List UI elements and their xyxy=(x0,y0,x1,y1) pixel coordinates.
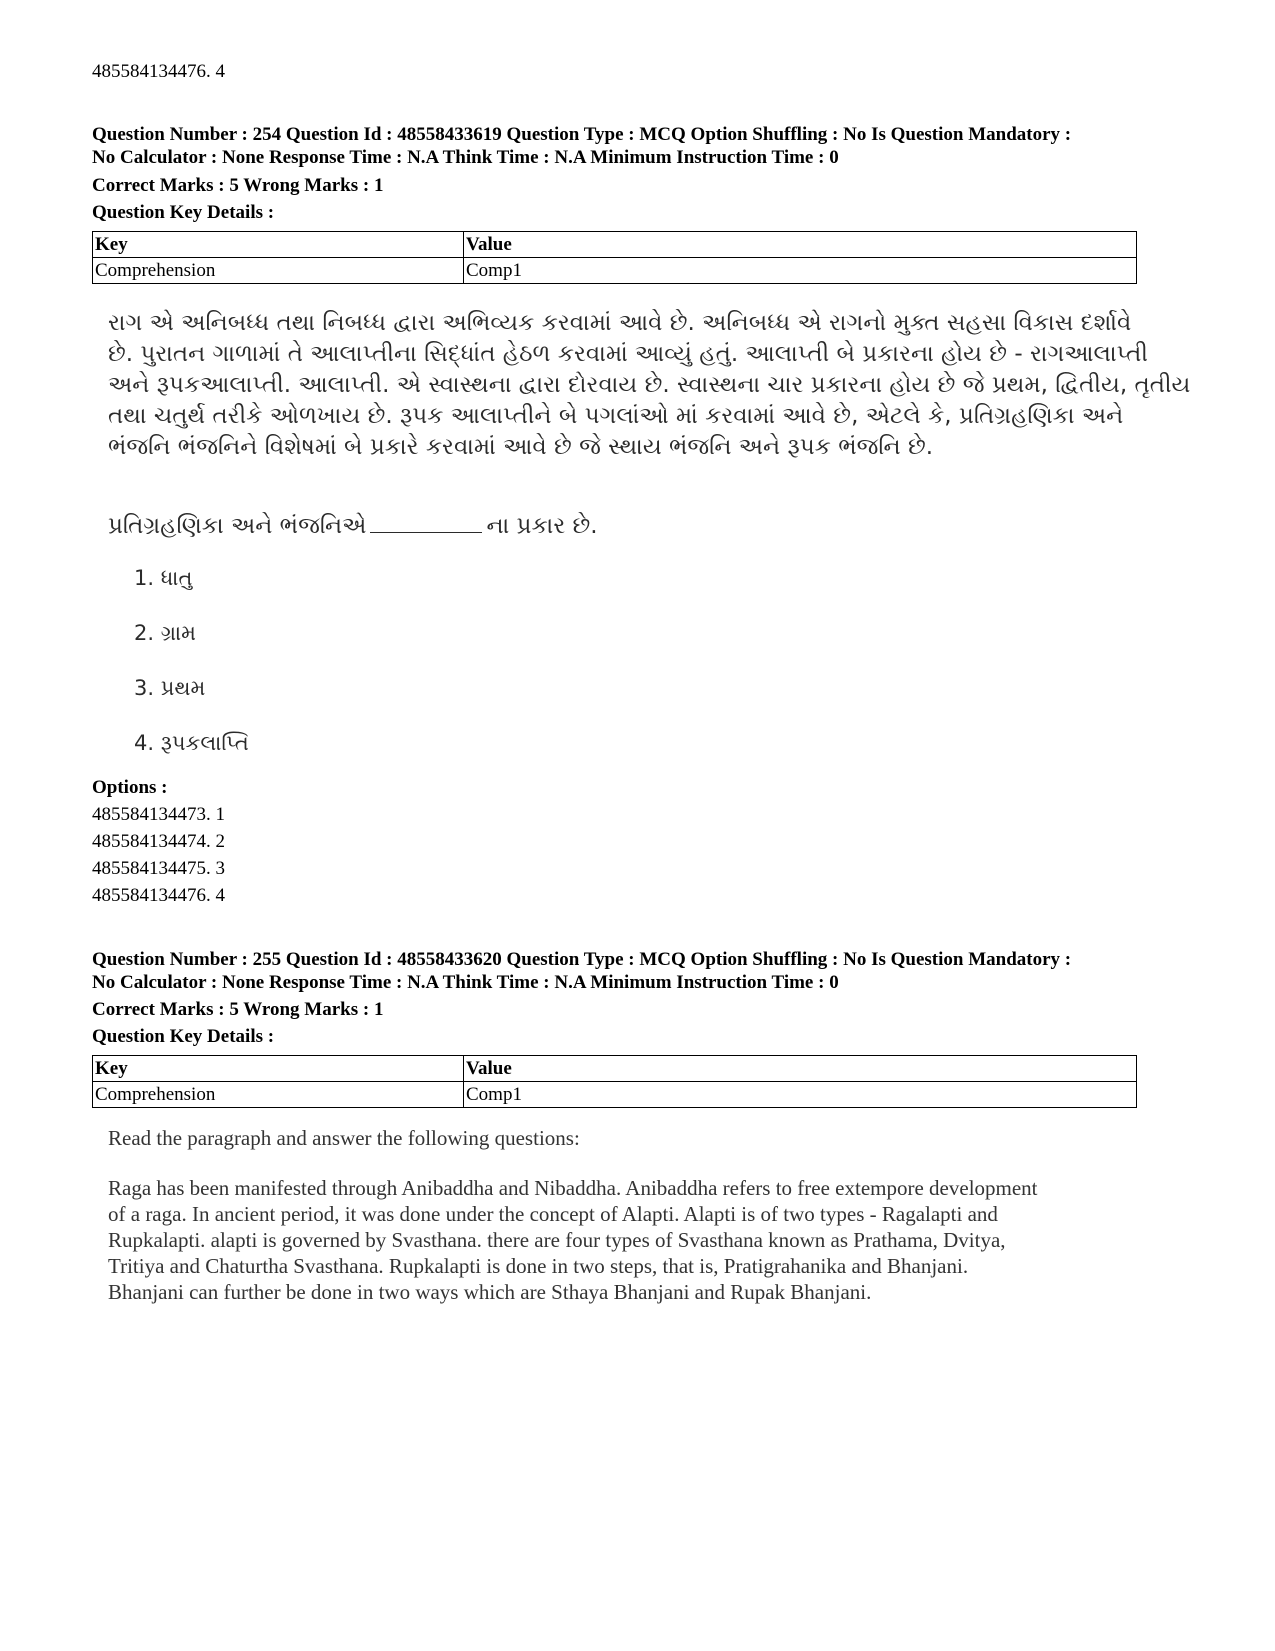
question-key-table xyxy=(92,231,1137,284)
passage-line: તથા ચતુર્થ તરીકે ઓળખાય છે. રૂપક આલાપ્તીને બે પગલાંઓ માં કરવામાં આવે છે, એટલે કે, પ્રતિગ્રહણિકા અને xyxy=(108,403,1124,429)
passage-line: છે. પુરાતન ગાળામાં તે આલાપ્તીના સિદ્ધાંત હેઠળ કરવામાં આવ્યું હતું. આલાપ્તી બે પ્રકારના હોય છે - રાગઆલાપ્તી xyxy=(108,341,1149,367)
key-cell: Comprehension xyxy=(93,258,464,284)
question-header-line1: Question Number : 255 Question Id : 48558433620 Question Type : MCQ Option Shuffling : No Is Question Mandatory : xyxy=(92,949,1072,970)
choice-item: 4. રૂપકલાપ્તિ xyxy=(134,731,249,755)
passage-line: Rupkalapti. alapti is governed by Svasthana. there are four types of Svasthana known as Prathama, Dvitya, xyxy=(108,1228,1006,1252)
passage-line: of a raga. In ancient period, it was done under the concept of Alapti. Alapti is of two types - Ragalapti and xyxy=(108,1202,998,1226)
question-stem-before: પ્રતિગ્રહણિકા અને ભંજનિએ xyxy=(108,513,367,539)
question-key-details-label: Question Key Details : xyxy=(92,1026,275,1047)
comprehension-instruction: Read the paragraph and answer the following questions: xyxy=(108,1126,580,1150)
value-cell: Comp1 xyxy=(464,258,1137,284)
option-id-line: 485584134476. 4 xyxy=(92,885,225,906)
passage-line: ભંજનિ ભંજનિને વિશેષમાં બે પ્રકારે કરવામાં આવે છે જે સ્થાય ભંજનિ અને રૂપક ભંજનિ છે. xyxy=(108,434,934,460)
passage-line: Bhanjani can further be done in two ways which are Sthaya Bhanjani and Rupak Bhanjani. xyxy=(108,1280,872,1304)
choice-item: 1. ધાતુ xyxy=(134,566,193,590)
option-id-line: 485584134475. 3 xyxy=(92,858,225,879)
passage-line: Raga has been manifested through Anibaddha and Nibaddha. Anibaddha refers to free extempore development xyxy=(108,1176,1038,1200)
passage-line: અને રૂપકઆલાપ્તી. આલાપ્તી. એ સ્વાસ્થના દ્વારા દોરવાય છે. સ્વાસ્થના ચાર પ્રકારના હોય છે જે પ્રથમ, દ્વિતીય, તૃતીય xyxy=(108,372,1191,398)
comprehension-passage-gujarati xyxy=(108,308,1191,463)
passage-line: Tritiya and Chaturtha Svasthana. Rupkalapti is done in two steps, that is, Pratigrahanika and Bhanjani. xyxy=(108,1254,969,1278)
choice-item: 2. ગ્રામ xyxy=(134,621,197,645)
fill-in-blank xyxy=(370,512,482,533)
value-cell: Comp1 xyxy=(464,1082,1137,1108)
question-key-details-label: Question Key Details : xyxy=(92,202,275,223)
option-id-line: 485584134474. 2 xyxy=(92,831,225,852)
value-column-header: Value xyxy=(464,1056,1137,1082)
question-header-line2: No Calculator : None Response Time : N.A Think Time : N.A Minimum Instruction Time : 0 xyxy=(92,972,839,993)
option-id-line: 485584134473. 1 xyxy=(92,804,225,825)
question-header-line1: Question Number : 254 Question Id : 48558433619 Question Type : MCQ Option Shuffling : No Is Question Mandatory : xyxy=(92,124,1072,145)
key-column-header: Key xyxy=(93,232,464,258)
key-cell: Comprehension xyxy=(93,1082,464,1108)
question-stem-after: ના પ્રકાર છે. xyxy=(486,513,598,539)
options-label: Options : xyxy=(92,777,168,798)
value-column-header: Value xyxy=(464,232,1137,258)
question-header-line2: No Calculator : None Response Time : N.A Think Time : N.A Minimum Instruction Time : 0 xyxy=(92,147,839,168)
choice-item: 3. પ્રથમ xyxy=(134,676,206,700)
question-key-table xyxy=(92,1055,1137,1108)
comprehension-passage-english xyxy=(108,1175,1168,1305)
key-column-header: Key xyxy=(93,1056,464,1082)
question-stem xyxy=(108,512,598,539)
question-marks: Correct Marks : 5 Wrong Marks : 1 xyxy=(92,999,384,1020)
passage-line: રાગ એ અનિબધ્ધ તથા નિબધ્ધ દ્વારા અભિવ્યક કરવામાં આવે છે. અનિબધ્ધ એ રાગનો મુક્ત સહસા વિકાસ દર્શાવે xyxy=(108,310,1132,336)
question-marks: Correct Marks : 5 Wrong Marks : 1 xyxy=(92,175,384,196)
previous-option-line: 485584134476. 4 xyxy=(92,61,225,82)
